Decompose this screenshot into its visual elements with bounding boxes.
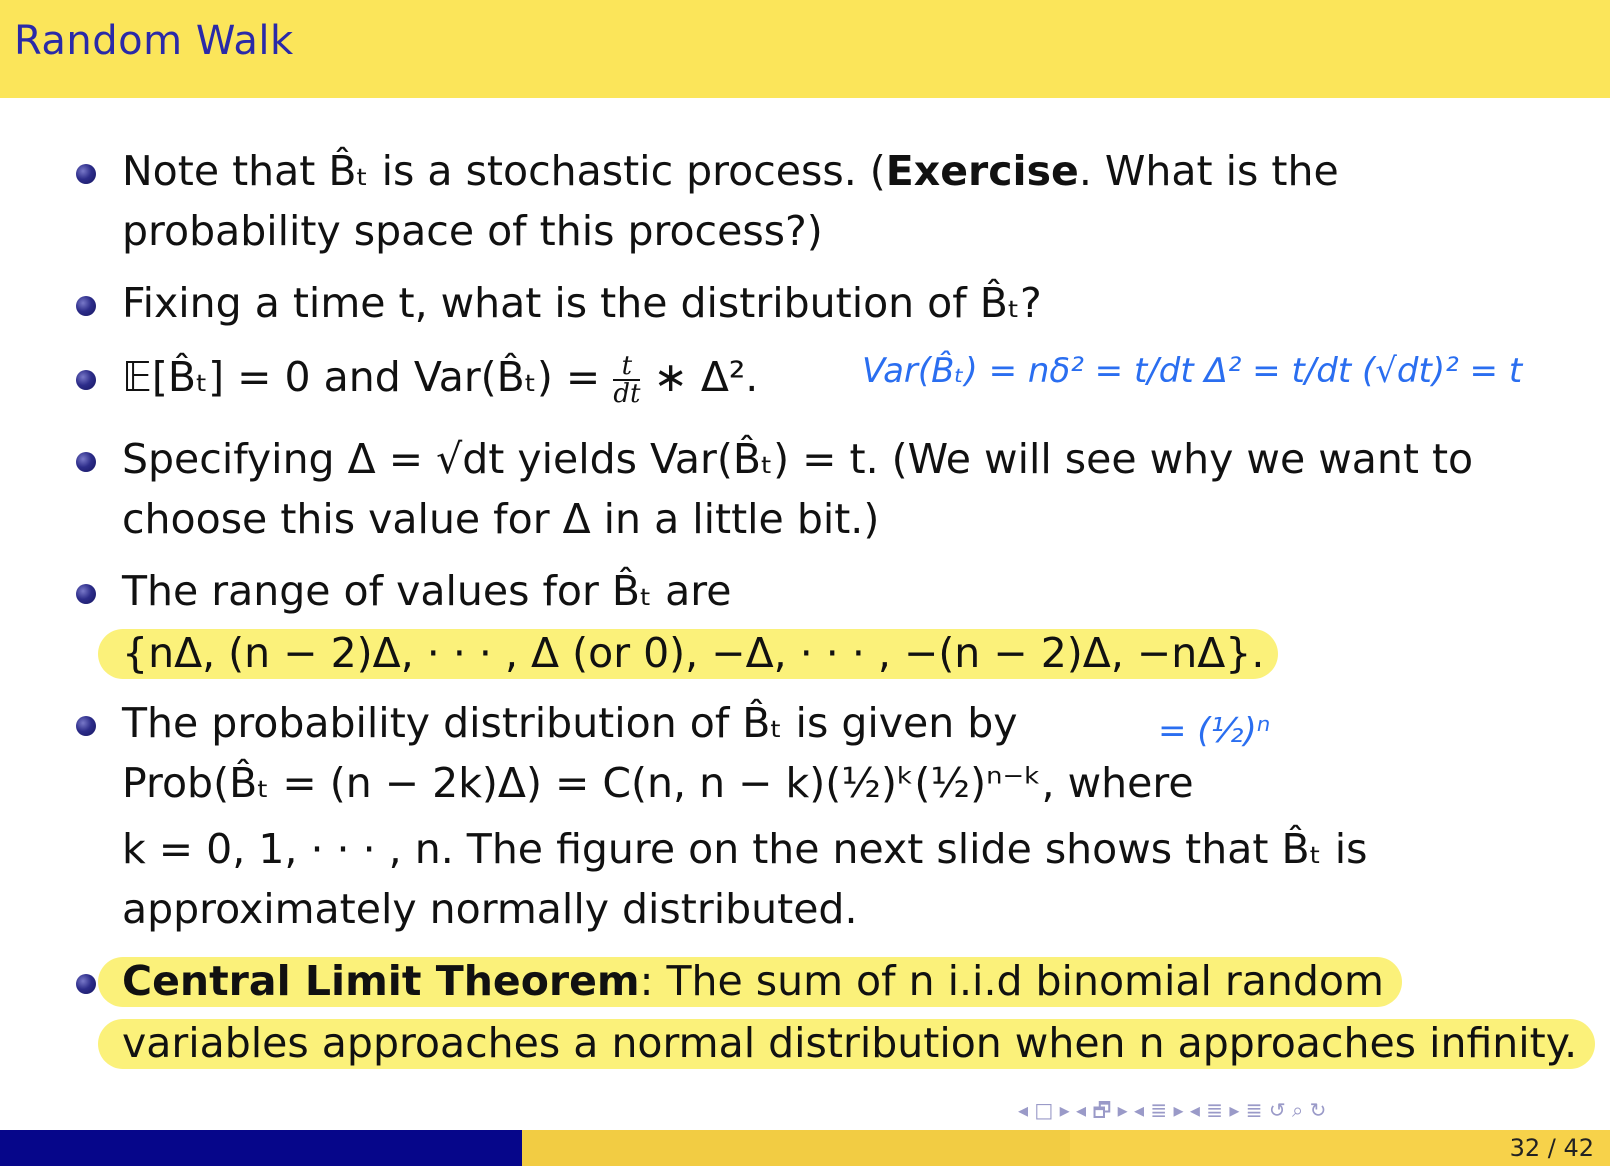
text-segment: : The sum of n i.i.d binomial random [639,957,1384,1005]
text-segment: . What is the [1078,147,1339,195]
bold-text: Exercise [885,147,1079,195]
fraction-denominator: dt [613,379,641,409]
bullet-7-line-1 [122,950,1402,1012]
bullet-icon [76,370,96,390]
footer-bar-left [0,1130,522,1166]
bullet-6-line-2: Prob(B̂ₜ = (n − 2k)Δ) = C(n, n − k)(½)ᵏ(½)ⁿ⁻ᵏ, where [122,759,1194,807]
bullet-6-line-3: k = 0, 1, · · · , n. The figure on the next slide shows that B̂ₜ is [122,825,1368,873]
highlighted-range: {nΔ, (n − 2)Δ, · · · , Δ (or 0), −Δ, · · · , −(n − 2)Δ, −nΔ}. [98,629,1278,679]
bullet-icon [76,974,96,994]
bullet-icon [76,584,96,604]
page-number: 32 / 42 [1509,1134,1594,1162]
slide-title: Random Walk [14,18,294,64]
fraction [613,353,640,407]
bullet-2-line-1: Fixing a time t, what is the distribution of B̂ₜ? [122,279,1042,327]
bold-text: Central Limit Theorem [122,957,640,1005]
bullet-1-line-2: probability space of this process?) [122,207,823,255]
fraction-numerator: t [613,353,640,381]
bullet-icon [76,164,96,184]
bullet-4-line-1: Specifying Δ = √dt yields Var(B̂ₜ) = t. (We will see why we want to [122,435,1474,483]
bullet-5-line-2 [122,622,1278,684]
bullet-6-line-1: The probability distribution of B̂ₜ is given by [122,699,1018,747]
bullet-3-line-1 [122,346,758,408]
text-segment: Note that B̂ₜ is a stochastic process. ( [122,147,886,195]
footer-bar-middle [522,1130,1070,1166]
bullet-icon [76,716,96,736]
bullet-icon [76,452,96,472]
highlighted-clt [98,957,1402,1007]
text-segment: ∗ Δ². [640,353,759,401]
bullet-1-line-1 [122,140,1339,202]
bullet-icon [76,296,96,316]
handwritten-variance-note: Var(B̂ₜ) = nδ² = t/dt Δ² = t/dt (√dt)² = t [862,351,1523,391]
bullet-4-line-2: choose this value for Δ in a little bit.) [122,495,880,543]
handwritten-half-power: = (½)ⁿ [1158,711,1271,751]
bullet-6-line-4: approximately normally distributed. [122,885,858,933]
highlighted-clt-2: variables approaches a normal distribution when n approaches infinity. [98,1019,1595,1069]
text-segment: 𝔼[B̂ₜ] = 0 and Var(B̂ₜ) = [122,353,614,401]
beamer-navigation[interactable]: ◂ □ ▸ ◂ 🗗 ▸ ◂ ≣ ▸ ◂ ≣ ▸ ≣ ↺ ⌕ ↻ [1018,1098,1327,1122]
bullet-7-line-2 [122,1012,1595,1074]
bullet-5-line-1: The range of values for B̂ₜ are [122,567,732,615]
